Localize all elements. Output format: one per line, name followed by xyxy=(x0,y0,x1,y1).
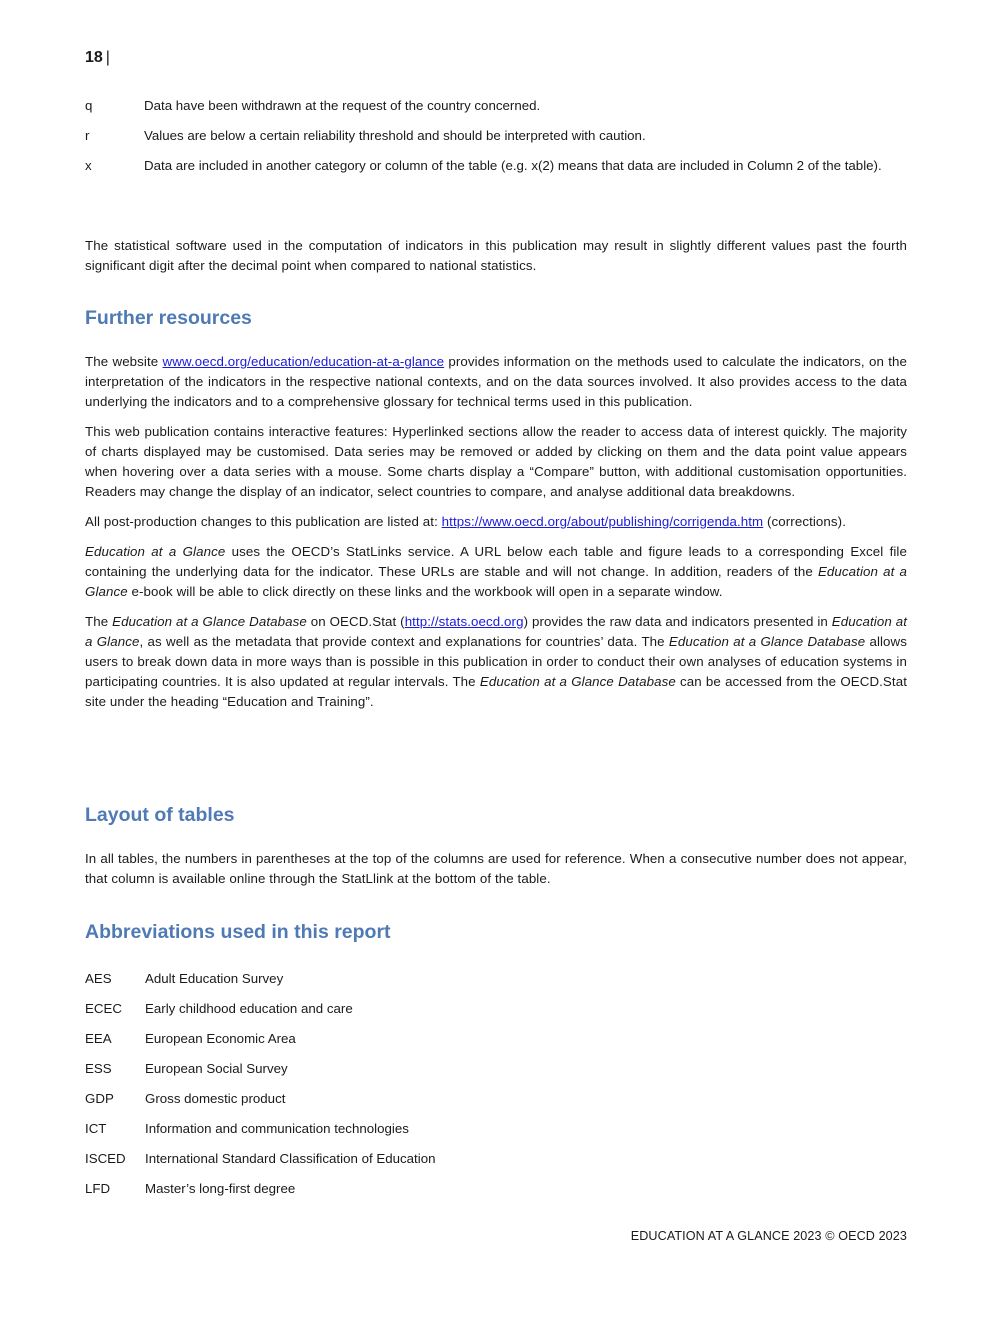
paragraph-corrigenda: All post-production changes to this publication are listed at: https://www.oecd.org/about/publishing/corrigenda.htm (corrections). xyxy=(85,514,846,529)
symbol-row-r xyxy=(85,126,907,146)
heading-further-resources: Further resources xyxy=(85,307,252,329)
eag-website-link[interactable]: www.oecd.org/education/education-at-a-glance xyxy=(162,354,445,369)
symbol-row-x xyxy=(85,156,907,176)
paragraph-website: The website www.oecd.org/education/education-at-a-glance provides information on the methods used to calculate the indicators, on the interpretation of the indicators in the respective national contexts, and on the data sources involved. It also provides access to the data underlying the indicators and to a comprehensive glossary for technical terms used in this publication. xyxy=(85,354,907,409)
symbol-key: r xyxy=(85,128,90,143)
abbreviation-row: EEA European Economic Area xyxy=(85,1031,296,1046)
abbreviation-row: ECEC Early childhood education and care xyxy=(85,1001,353,1016)
paragraph-interactive-features: This web publication contains interactive features: Hyperlinked sections allow the reader to access data of interest quickly. The majority of charts displayed may be customised. Data series may be removed or added by clicking on them and the data point value appears when hovering over a data series with a mouse. Some charts display a “Compare” button, with additional customisation opportunities. Readers may change the display of an indicator, select countries to compare, and analyse additional data breakdowns. xyxy=(85,424,907,499)
symbol-key: x xyxy=(85,158,92,173)
symbol-key: q xyxy=(85,98,93,113)
abbreviation-row: LFD Master’s long-first degree xyxy=(85,1181,296,1196)
page-number: 18 | xyxy=(85,49,110,66)
abbreviation-row: AES Adult Education Survey xyxy=(85,971,284,986)
abbreviation-row: GDP Gross domestic product xyxy=(85,1091,286,1106)
abbreviation-row: ESS European Social Survey xyxy=(85,1061,288,1076)
software-note: The statistical software used in the computation of indicators in this publication may result in slightly different values past the fourth significant digit after the decimal point when compared to national statistics. xyxy=(85,238,907,273)
abbreviation-row: ICT Information and communication technologies xyxy=(85,1121,409,1136)
heading-layout-of-tables: Layout of tables xyxy=(85,804,235,826)
corrigenda-link[interactable]: https://www.oecd.org/about/publishing/corrigenda.htm xyxy=(441,514,764,529)
symbol-text: Data have been withdrawn at the request of the country concerned. xyxy=(144,98,541,113)
symbol-text: Values are below a certain reliability threshold and should be interpreted with caution. xyxy=(144,128,646,143)
further-resources-body xyxy=(85,352,907,712)
abbreviation-row: ISCED International Standard Classification of Education xyxy=(85,1151,436,1166)
paragraph-database: The Education at a Glance Database on OECD.Stat (http://stats.oecd.org) provides the raw data and indicators presented in Education at a Glance, as well as the metadata that provide context and explanations for countries’ data. The Education at a Glance Database allows users to break down data in more ways than is possible in this publication in order to conduct their own analyses of education systems in participating countries. It is also updated at regular intervals. The Education at a Glance Database can be accessed from the OECD.Stat site under the heading “Education and Training”. xyxy=(85,614,908,709)
heading-abbreviations: Abbreviations used in this report xyxy=(85,921,391,943)
layout-tables-text: In all tables, the numbers in parentheses at the top of the columns are used for reference. When a consecutive number does not appear, that column is available online through the StatLlink at the bottom of the table. xyxy=(85,851,907,886)
oecd-stat-link[interactable]: http://stats.oecd.org xyxy=(404,614,524,629)
page-footer: EDUCATION AT A GLANCE 2023 © OECD 2023 xyxy=(630,1229,907,1243)
symbol-text: Data are included in another category or column of the table (e.g. x(2) means that data are included in Column 2 of the table). xyxy=(144,158,882,173)
paragraph-statlinks: Education at a Glance uses the OECD’s StatLinks service. A URL below each table and figure leads to a corresponding Excel file containing the underlying data for the indicator. These URLs are stable and will not change. In addition, readers of the Education at a Glance e-book will be able to click directly on these links and the workbook will open in a separate window. xyxy=(85,544,907,599)
symbol-row-q xyxy=(85,96,907,116)
